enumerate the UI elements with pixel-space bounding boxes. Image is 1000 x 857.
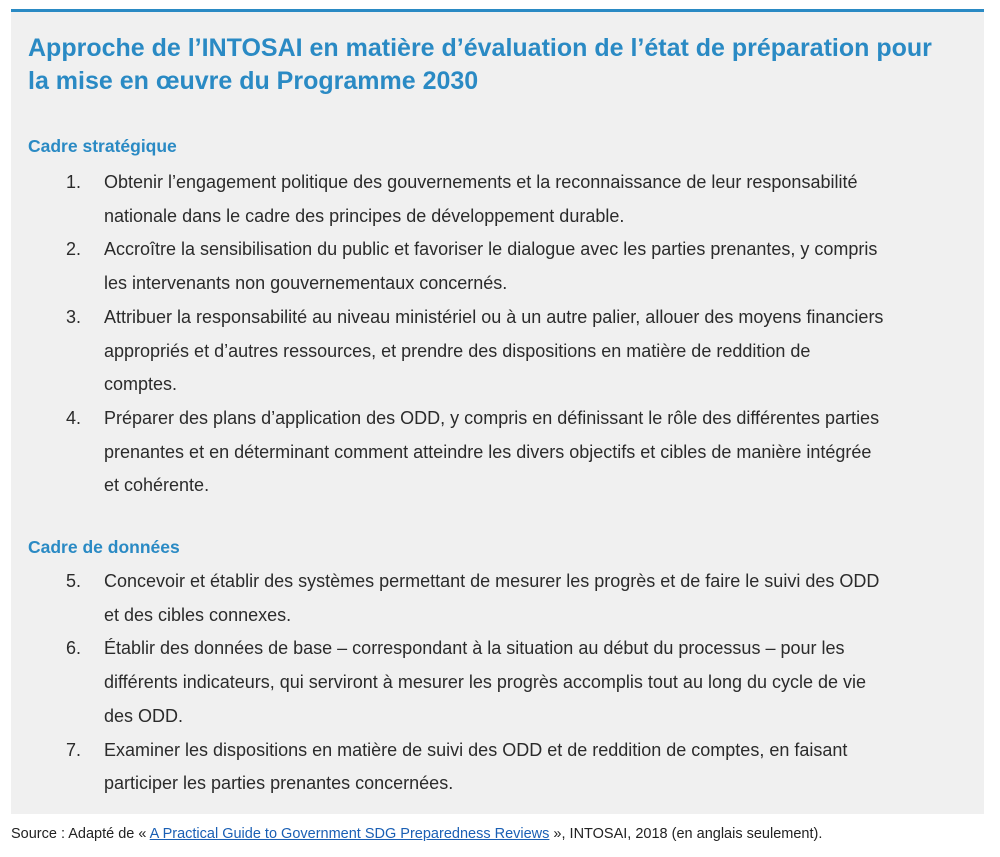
item-text: Accroître la sensibilisation du public et favoriser le dialogue avec les parties prenantes, y compris les intervenants non gouvernementaux concernés. [104,239,878,294]
item-number: 5. [66,571,82,591]
item-text: Attribuer la responsabilité au niveau ministériel ou à un autre palier, allouer des moyens financiers appropriés et d’autres ressources, et prendre des dispositions en matière de reddition de comptes. [104,306,884,395]
item-text: Examiner les dispositions en matière de suivi des ODD et de reddition de comptes, en faisant participer les parties prenantes concernées. [104,739,848,794]
list-item [11,301,884,402]
item-number: 7. [66,739,82,760]
data-list [11,565,984,801]
list-item [11,632,884,733]
list-item [11,233,884,300]
item-text: Préparer des plans d’application des ODD, y compris en définissant le rôle des différentes parties prenantes et en déterminant comment atteindre les divers objectifs et cibles de manière intégrée et cohérente. [104,407,880,496]
list-item [11,402,884,503]
source-note [11,826,822,842]
strategic-list [11,166,984,503]
item-number: 6. [66,638,82,659]
section-heading-data: Cadre de données [28,537,180,557]
item-number: 4. [66,407,82,428]
source-suffix: », INTOSAI, 2018 (en anglais seulement). [549,826,823,842]
source-link[interactable]: A Practical Guide to Government SDG Preparedness Reviews [149,826,550,842]
item-text: Concevoir et établir des systèmes permettant de mesurer les progrès et de faire le suivi des ODD et des cibles connexes. [104,571,880,625]
list-item [11,734,884,801]
item-number: 2. [66,239,82,260]
item-text: Établir des données de base – correspondant à la situation au début du processus – pour les différents indicateurs, qui serviront à mesurer les progrès accomplis tout au long du cycle de vie des ODD. [104,638,867,726]
section-heading-strategic: Cadre stratégique [28,136,177,156]
source-prefix: Source : Adapté de « [11,826,150,842]
list-item [11,166,884,233]
list-item [11,565,884,632]
content-panel [11,9,984,814]
panel-title: Approche de l’INTOSAI en matière d’évaluation de l’état de préparation pour la mise en œuvre du Programme 2030 [28,34,932,95]
item-number: 3. [66,306,82,327]
item-text: Obtenir l’engagement politique des gouvernements et la reconnaissance de leur responsabilité nationale dans le cadre des principes de développement durable. [104,172,858,226]
item-number: 1. [66,172,82,192]
